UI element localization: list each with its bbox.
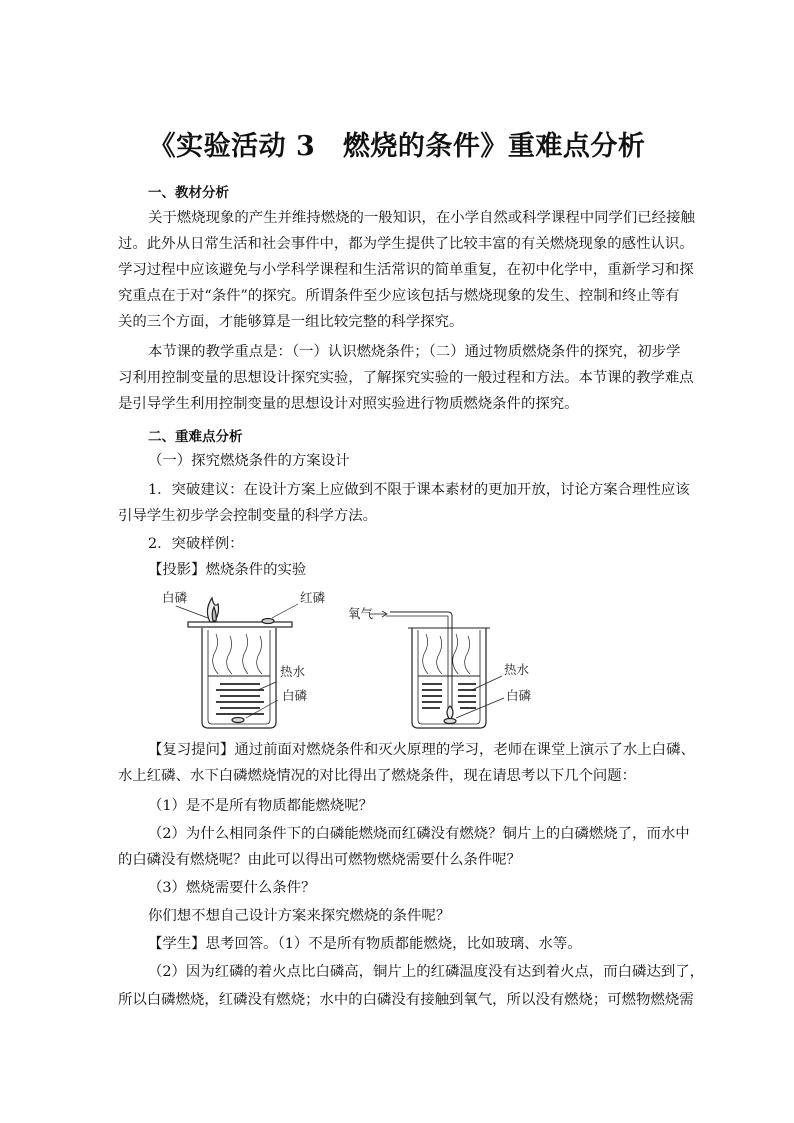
paragraph-line: 所以白磷燃烧，红磷没有燃烧；水中的白磷没有接触到氧气，所以没有燃烧；可燃物燃烧需 xyxy=(118,992,694,1008)
beaker-outline xyxy=(202,628,276,728)
paragraph-line: 习利用控制变量的思想设计探究实验，了解探究实验的一般过程和方法。本节课的教学难点 xyxy=(118,370,694,386)
white-phosphorus-underwater xyxy=(444,719,456,724)
paragraph-line: 关的三个方面，才能够算是一组比较完整的科学探究。 xyxy=(118,314,464,330)
page-title: 《实验活动 3 燃烧的条件》重难点分析 xyxy=(148,131,646,162)
paragraph-line: 学习过程中应该避免与小学科学课程和生活常识的简单重复，在初中化学中，重新学习和探 xyxy=(118,262,694,278)
paragraph-line: （2）因为红磷的着火点比白磷高，铜片上的红磷温度没有达到着火点，而白磷达到了， xyxy=(148,964,705,980)
paragraph-line: 是引导学生利用控制变量的思想设计对照实验进行物质燃烧条件的探究。 xyxy=(118,396,579,412)
paragraph-line: 过。此外从日常生活和社会事件中，都为学生提供了比较丰富的有关燃烧现象的感性认识。 xyxy=(118,236,694,252)
paragraph-line: 水上红磷、水下白磷燃烧情况的对比得出了燃烧条件，现在请思考以下几个问题： xyxy=(118,768,637,784)
subsection-heading: （一）探究燃烧条件的方案设计 xyxy=(148,453,350,469)
oxygen-tube xyxy=(390,612,452,710)
right-beaker xyxy=(370,611,504,728)
label-hot-water: 热水 xyxy=(504,662,530,677)
label-white-phosphorus: 白磷 xyxy=(162,590,188,605)
paragraph-line: 1．突破建议：在设计方案上应做到不限于课本素材的更加开放，讨论方案合理性应该 xyxy=(148,482,690,498)
white-phosphorus-underwater xyxy=(232,718,244,723)
student-answer: 【学生】思考回答。（1）不是所有物质都能燃烧，比如玻璃、水等。 xyxy=(148,936,582,952)
question-2: （2）为什么相同条件下的白磷能燃烧而红磷没有燃烧？铜片上的白磷燃烧了，而水中 xyxy=(148,826,690,842)
left-beaker xyxy=(176,598,298,728)
red-phosphorus xyxy=(262,619,274,624)
question-3: （3）燃烧需要什么条件？ xyxy=(148,880,316,896)
question-1: （1）是不是所有物质都能燃烧呢？ xyxy=(148,798,374,814)
question-4: 你们想不想自己设计方案来探究燃烧的条件呢？ xyxy=(148,908,451,924)
combustion-experiment-figure xyxy=(150,586,570,734)
label-hot-water: 热水 xyxy=(280,664,306,679)
paragraph-line: 【复习提问】通过前面对燃烧条件和灭火原理的学习，老师在课堂上演示了水上白磷、 xyxy=(148,742,695,758)
paragraph-line: 的白磷没有燃烧呢？由此可以得出可燃物燃烧需要什么条件呢？ xyxy=(118,852,521,868)
section-heading-textbook-analysis: 一、教材分析 xyxy=(148,185,229,201)
label-red-phosphorus: 红磷 xyxy=(300,590,326,605)
copper-plate xyxy=(188,622,292,627)
paragraph-line: 关于燃烧现象的产生并维持燃烧的一般知识，在小学自然或科学课程中同学们已经接触 xyxy=(148,210,695,226)
paragraph-line: 2．突破样例： xyxy=(148,536,244,552)
label-oxygen: 氧气 xyxy=(348,606,374,621)
projection-label: 【投影】燃烧条件的实验 xyxy=(148,562,307,578)
label-white-phosphorus: 白磷 xyxy=(282,688,308,703)
paragraph-line: 本节课的教学重点是：（一）认识燃烧条件；（二）通过物质燃烧条件的探究，初步学 xyxy=(148,344,681,360)
paragraph-line: 引导学生初步学会控制变量的科学方法。 xyxy=(118,508,378,524)
paragraph-line: 究重点在于对“条件”的探究。所谓条件至少应该包括与燃烧现象的发生、控制和终止等有 xyxy=(118,288,680,304)
label-white-phosphorus: 白磷 xyxy=(506,688,532,703)
section-heading-key-points: 二、重难点分析 xyxy=(148,429,243,445)
